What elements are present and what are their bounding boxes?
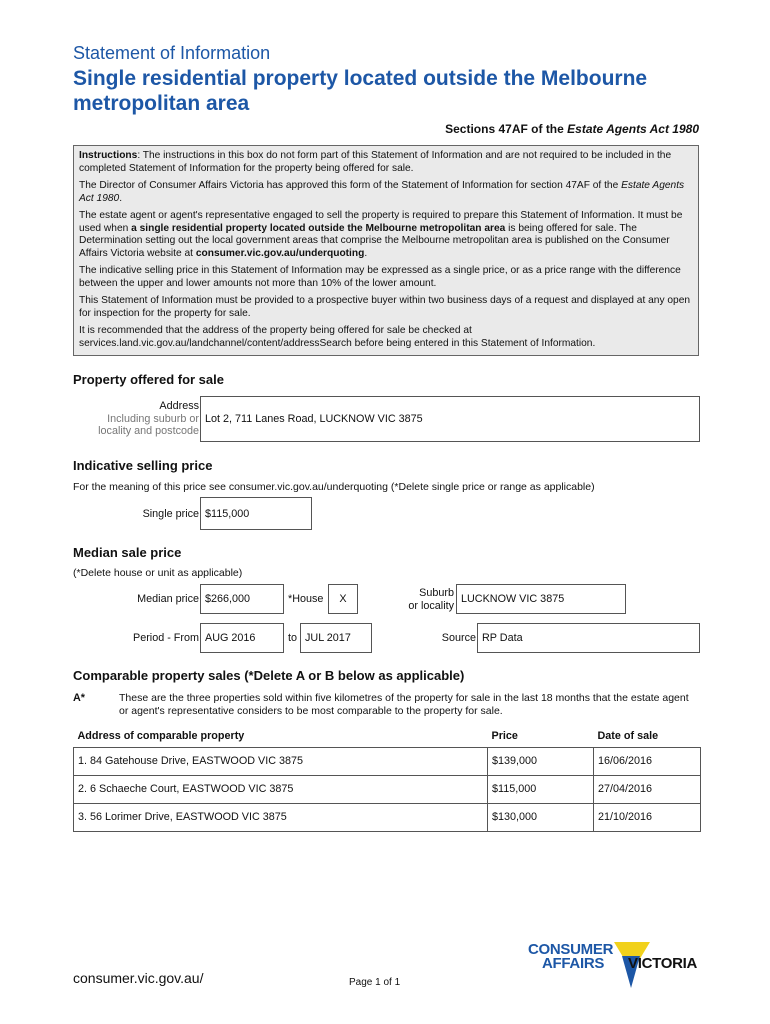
median-heading: Median sale price	[73, 545, 182, 560]
period-from-field[interactable]: AUG 2016	[200, 623, 284, 653]
table-row	[74, 747, 701, 775]
row-address[interactable]: 2. 6 Schaeche Court, EASTWOOD VIC 3875	[74, 775, 488, 803]
logo-line-2: AFFAIRS	[542, 955, 605, 972]
indicative-heading: Indicative selling price	[73, 458, 213, 473]
suburb-field[interactable]: LUCKNOW VIC 3875	[456, 584, 626, 614]
median-price-label: Median price	[137, 593, 199, 605]
instructions-box	[73, 145, 699, 356]
col-price: Price	[488, 725, 594, 747]
doc-label: Statement of Information	[73, 43, 271, 63]
comparable-description: These are the three properties sold within five kilometres of the property for sale in the last 18 months that the estate agent or agent's representative considers to be most comparable to the property for sale.	[119, 692, 689, 717]
house-checkbox[interactable]: X	[328, 584, 358, 614]
row-price[interactable]: $139,000	[488, 747, 594, 775]
median-note: (*Delete house or unit as applicable)	[73, 567, 243, 579]
consumer-affairs-logo	[528, 942, 703, 988]
address-label: Address	[159, 400, 199, 412]
instructions-p3-b: is being offered for sale. The Determination setting out the local government areas that comprise the Melbourne metropolitan area is published on the Consumer Affairs Victoria website at	[79, 222, 670, 259]
comparable-header-row	[74, 725, 701, 747]
period-to-field[interactable]: JUL 2017	[300, 623, 372, 653]
house-label: *House	[288, 593, 324, 605]
logo-line-1: CONSUMER	[528, 941, 614, 958]
suburb-label-group	[388, 587, 454, 613]
comparable-table	[73, 725, 701, 832]
instructions-p2-suffix: .	[119, 192, 123, 204]
row-date[interactable]: 21/10/2016	[594, 803, 701, 831]
instructions-heading: Instructions	[79, 150, 138, 161]
to-label: to	[288, 632, 298, 644]
page-number: Page 1 of 1	[349, 977, 401, 988]
address-field[interactable]: Lot 2, 711 Lanes Road, LUCKNOW VIC 3875	[200, 396, 700, 442]
property-heading: Property offered for sale	[73, 372, 224, 387]
instructions-p5: This Statement of Information must be provided to a prospective buyer within two business days of a request and displayed at any open for inspection for the property for sale.	[79, 295, 691, 319]
source-label: Source	[441, 632, 476, 644]
col-address: Address of comparable property	[74, 725, 488, 747]
address-hint-2: locality and postcode	[98, 425, 199, 437]
suburb-label-1: Suburb	[419, 587, 454, 599]
sections-reference	[445, 122, 699, 136]
suburb-label-2: or locality	[408, 600, 454, 612]
instructions-p3-url[interactable]: consumer.vic.gov.au/underquoting	[195, 247, 365, 259]
sections-prefix: Sections 47AF of the	[445, 122, 568, 136]
row-date[interactable]: 27/04/2016	[594, 775, 701, 803]
instructions-p3-c: .	[364, 247, 368, 259]
row-address[interactable]: 3. 56 Lorimer Drive, EASTWOOD VIC 3875	[74, 803, 488, 831]
source-field[interactable]: RP Data	[477, 623, 700, 653]
col-date: Date of sale	[594, 725, 701, 747]
sections-act: Estate Agents Act 1980	[567, 122, 699, 136]
address-hint-1: Including suburb or	[107, 412, 199, 425]
row-price[interactable]: $130,000	[488, 803, 594, 831]
option-a-marker: A*	[73, 692, 85, 704]
instructions-p2-prefix: The Director of Consumer Affairs Victoria has approved this form of the Statement of Information for section 47AF of the	[79, 180, 622, 191]
instructions-p3-a: The estate agent or agent's representative engaged to sell the property is required to prepare this Statement of Information. It must be used when	[79, 210, 683, 234]
row-price[interactable]: $115,000	[488, 775, 594, 803]
footer-url[interactable]: consumer.vic.gov.au/	[73, 970, 204, 986]
table-row	[74, 803, 701, 831]
row-address[interactable]: 1. 84 Gatehouse Drive, EASTWOOD VIC 3875	[74, 747, 488, 775]
single-price-field[interactable]: $115,000	[200, 497, 312, 530]
instructions-p1: : The instructions in this box do not form part of this Statement of Information and are not required to be included in the completed Statement of Information for the property being offered for sale.	[79, 150, 672, 174]
logo-line-3: VICTORIA	[628, 955, 697, 972]
instructions-p6: It is recommended that the address of the property being offered for sale be checked at services.land.vic.gov.au/landchannel/content/addressSearch before being entered in this Statement of Information.	[79, 325, 596, 349]
instructions-p2-act: Estate Agents Act 1980	[79, 180, 685, 204]
row-date[interactable]: 16/06/2016	[594, 747, 701, 775]
address-label-group	[73, 400, 199, 438]
indicative-note: For the meaning of this price see consumer.vic.gov.au/underquoting (*Delete single price or range as applicable)	[73, 481, 595, 493]
table-row	[74, 775, 701, 803]
instructions-p4: The indicative selling price in this Statement of Information may be expressed as a single price, or as a price range with the difference between the upper and lower amounts not more than 10% of the lower amount.	[79, 265, 681, 289]
single-price-label: Single price	[142, 508, 199, 520]
instructions-p3-bold: a single residential property located outside the Melbourne metropolitan area	[131, 222, 506, 234]
median-price-field[interactable]: $266,000	[200, 584, 284, 614]
period-label: Period - From	[133, 632, 199, 644]
page-title: Single residential property located outside the Melbourne metropolitan area	[73, 67, 648, 115]
comparable-heading: Comparable property sales (*Delete A or B below as applicable)	[73, 668, 465, 683]
